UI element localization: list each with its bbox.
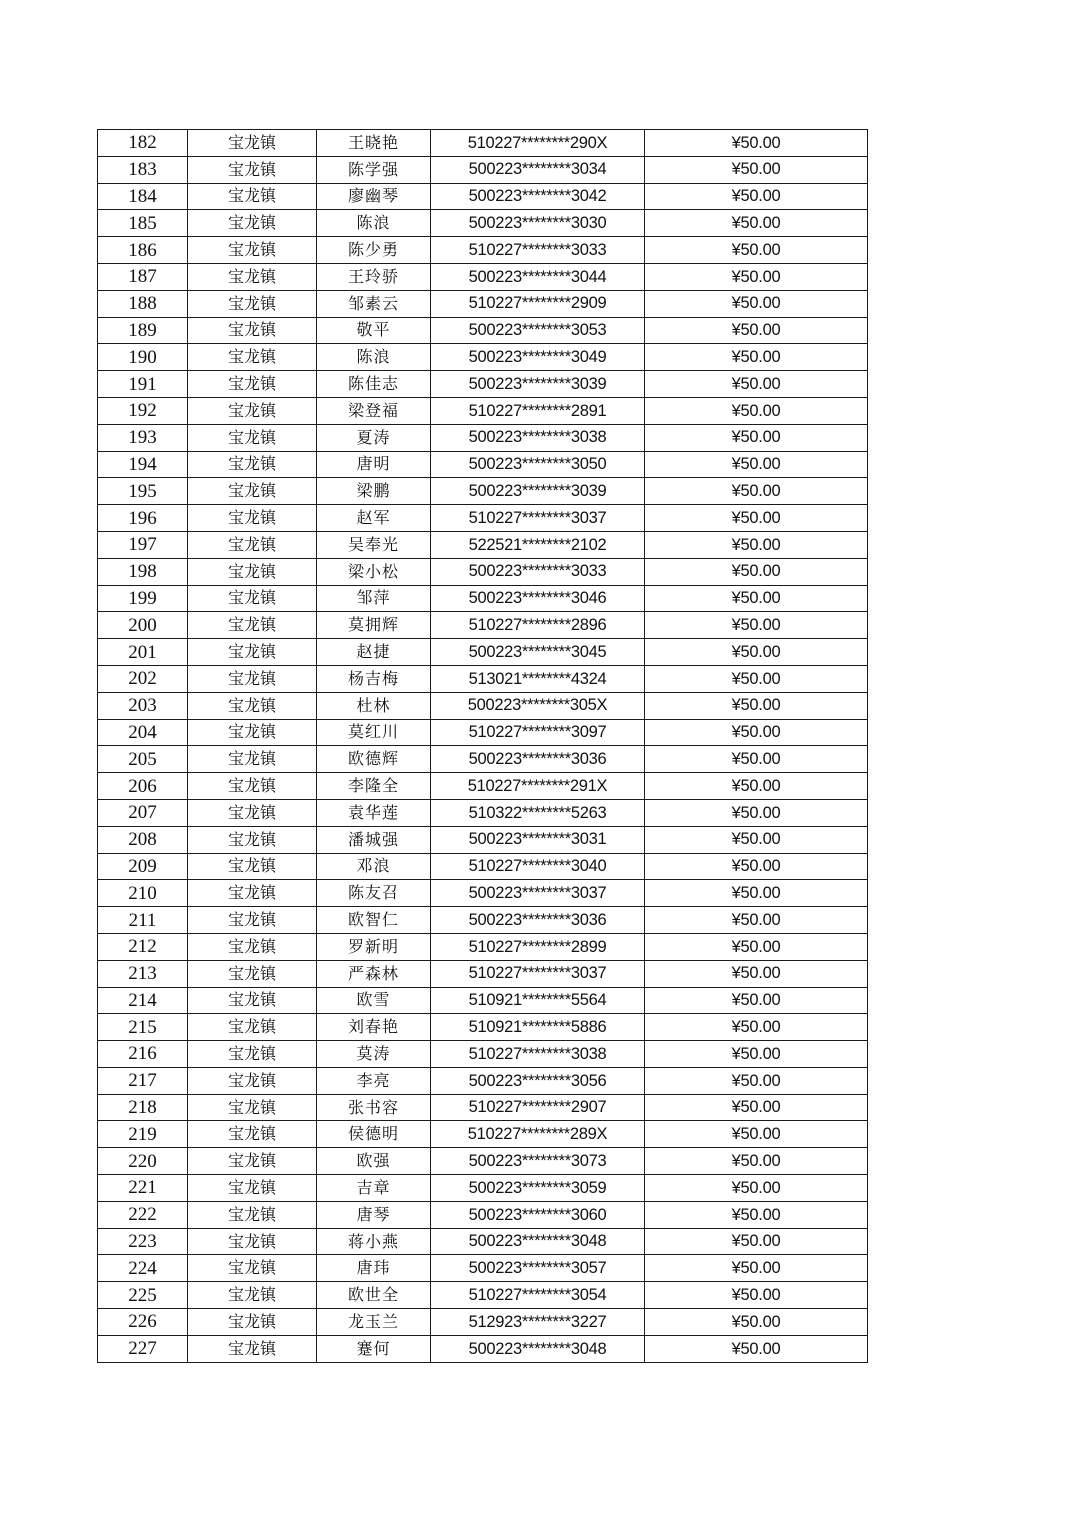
town-cell: 宝龙镇 bbox=[188, 907, 317, 934]
person-name-cell: 蹇何 bbox=[317, 1335, 431, 1362]
amount-cell: ¥50.00 bbox=[645, 505, 868, 532]
town-cell: 宝龙镇 bbox=[188, 478, 317, 505]
town-cell: 宝龙镇 bbox=[188, 1121, 317, 1148]
id-number-cell: 500223********3036 bbox=[431, 907, 645, 934]
amount-cell: ¥50.00 bbox=[645, 880, 868, 907]
row-number-cell: 205 bbox=[98, 746, 188, 773]
amount-cell: ¥50.00 bbox=[645, 183, 868, 210]
town-cell: 宝龙镇 bbox=[188, 639, 317, 666]
id-number-cell: 510227********2891 bbox=[431, 397, 645, 424]
person-name-cell: 陈少勇 bbox=[317, 237, 431, 264]
amount-cell: ¥50.00 bbox=[645, 1228, 868, 1255]
amount-cell: ¥50.00 bbox=[645, 960, 868, 987]
id-number-cell: 510227********3033 bbox=[431, 237, 645, 264]
id-number-cell: 500223********3036 bbox=[431, 746, 645, 773]
table-row bbox=[98, 585, 868, 612]
person-name-cell: 吴奉光 bbox=[317, 531, 431, 558]
table-row bbox=[98, 1175, 868, 1202]
table-row bbox=[98, 1255, 868, 1282]
person-name-cell: 严森林 bbox=[317, 960, 431, 987]
row-number-cell: 213 bbox=[98, 960, 188, 987]
amount-cell: ¥50.00 bbox=[645, 478, 868, 505]
row-number-cell: 188 bbox=[98, 290, 188, 317]
id-number-cell: 522521********2102 bbox=[431, 531, 645, 558]
row-number-cell: 221 bbox=[98, 1175, 188, 1202]
id-number-cell: 500223********3042 bbox=[431, 183, 645, 210]
person-name-cell: 陈友召 bbox=[317, 880, 431, 907]
id-number-cell: 500223********3039 bbox=[431, 371, 645, 398]
amount-cell: ¥50.00 bbox=[645, 746, 868, 773]
table-row bbox=[98, 746, 868, 773]
table-row bbox=[98, 799, 868, 826]
row-number-cell: 211 bbox=[98, 907, 188, 934]
row-number-cell: 186 bbox=[98, 237, 188, 264]
person-name-cell: 欧雪 bbox=[317, 987, 431, 1014]
town-cell: 宝龙镇 bbox=[188, 746, 317, 773]
amount-cell: ¥50.00 bbox=[645, 156, 868, 183]
town-cell: 宝龙镇 bbox=[188, 237, 317, 264]
town-cell: 宝龙镇 bbox=[188, 1014, 317, 1041]
id-number-cell: 500223********3048 bbox=[431, 1335, 645, 1362]
town-cell: 宝龙镇 bbox=[188, 505, 317, 532]
amount-cell: ¥50.00 bbox=[645, 1309, 868, 1336]
row-number-cell: 183 bbox=[98, 156, 188, 183]
amount-cell: ¥50.00 bbox=[645, 1067, 868, 1094]
table-row bbox=[98, 880, 868, 907]
id-number-cell: 510227********291X bbox=[431, 773, 645, 800]
id-number-cell: 500223********3044 bbox=[431, 263, 645, 290]
id-number-cell: 510227********3038 bbox=[431, 1041, 645, 1068]
id-number-cell: 510227********2896 bbox=[431, 612, 645, 639]
row-number-cell: 191 bbox=[98, 371, 188, 398]
town-cell: 宝龙镇 bbox=[188, 1148, 317, 1175]
id-number-cell: 510227********3037 bbox=[431, 960, 645, 987]
amount-cell: ¥50.00 bbox=[645, 639, 868, 666]
id-number-cell: 500223********3050 bbox=[431, 451, 645, 478]
table-row bbox=[98, 478, 868, 505]
person-name-cell: 邓浪 bbox=[317, 853, 431, 880]
row-number-cell: 209 bbox=[98, 853, 188, 880]
town-cell: 宝龙镇 bbox=[188, 531, 317, 558]
amount-cell: ¥50.00 bbox=[645, 987, 868, 1014]
amount-cell: ¥50.00 bbox=[645, 290, 868, 317]
town-cell: 宝龙镇 bbox=[188, 880, 317, 907]
row-number-cell: 196 bbox=[98, 505, 188, 532]
id-number-cell: 500223********3037 bbox=[431, 880, 645, 907]
id-number-cell: 510227********290X bbox=[431, 130, 645, 157]
row-number-cell: 199 bbox=[98, 585, 188, 612]
amount-cell: ¥50.00 bbox=[645, 344, 868, 371]
person-name-cell: 邹萍 bbox=[317, 585, 431, 612]
town-cell: 宝龙镇 bbox=[188, 612, 317, 639]
id-number-cell: 500223********3033 bbox=[431, 558, 645, 585]
table-row bbox=[98, 1282, 868, 1309]
town-cell: 宝龙镇 bbox=[188, 719, 317, 746]
town-cell: 宝龙镇 bbox=[188, 1067, 317, 1094]
subsidy-table bbox=[97, 129, 868, 1363]
row-number-cell: 189 bbox=[98, 317, 188, 344]
town-cell: 宝龙镇 bbox=[188, 933, 317, 960]
row-number-cell: 210 bbox=[98, 880, 188, 907]
row-number-cell: 220 bbox=[98, 1148, 188, 1175]
person-name-cell: 廖幽琴 bbox=[317, 183, 431, 210]
row-number-cell: 226 bbox=[98, 1309, 188, 1336]
id-number-cell: 512923********3227 bbox=[431, 1309, 645, 1336]
table-row bbox=[98, 156, 868, 183]
town-cell: 宝龙镇 bbox=[188, 1094, 317, 1121]
amount-cell: ¥50.00 bbox=[645, 933, 868, 960]
amount-cell: ¥50.00 bbox=[645, 558, 868, 585]
table-row bbox=[98, 987, 868, 1014]
row-number-cell: 206 bbox=[98, 773, 188, 800]
row-number-cell: 217 bbox=[98, 1067, 188, 1094]
person-name-cell: 赵军 bbox=[317, 505, 431, 532]
amount-cell: ¥50.00 bbox=[645, 1148, 868, 1175]
person-name-cell: 蒋小燕 bbox=[317, 1228, 431, 1255]
person-name-cell: 唐玮 bbox=[317, 1255, 431, 1282]
town-cell: 宝龙镇 bbox=[188, 290, 317, 317]
town-cell: 宝龙镇 bbox=[188, 1201, 317, 1228]
amount-cell: ¥50.00 bbox=[645, 1094, 868, 1121]
person-name-cell: 陈浪 bbox=[317, 344, 431, 371]
id-number-cell: 500223********3057 bbox=[431, 1255, 645, 1282]
id-number-cell: 500223********3038 bbox=[431, 424, 645, 451]
amount-cell: ¥50.00 bbox=[645, 665, 868, 692]
table-row bbox=[98, 853, 868, 880]
id-number-cell: 510227********3040 bbox=[431, 853, 645, 880]
table-row bbox=[98, 1067, 868, 1094]
town-cell: 宝龙镇 bbox=[188, 1282, 317, 1309]
row-number-cell: 207 bbox=[98, 799, 188, 826]
person-name-cell: 莫红川 bbox=[317, 719, 431, 746]
row-number-cell: 198 bbox=[98, 558, 188, 585]
person-name-cell: 敬平 bbox=[317, 317, 431, 344]
row-number-cell: 204 bbox=[98, 719, 188, 746]
id-number-cell: 510921********5886 bbox=[431, 1014, 645, 1041]
table-row bbox=[98, 505, 868, 532]
table-row bbox=[98, 960, 868, 987]
row-number-cell: 192 bbox=[98, 397, 188, 424]
person-name-cell: 罗新明 bbox=[317, 933, 431, 960]
amount-cell: ¥50.00 bbox=[645, 1041, 868, 1068]
table-row bbox=[98, 210, 868, 237]
person-name-cell: 夏涛 bbox=[317, 424, 431, 451]
person-name-cell: 杜林 bbox=[317, 692, 431, 719]
row-number-cell: 215 bbox=[98, 1014, 188, 1041]
person-name-cell: 李隆全 bbox=[317, 773, 431, 800]
amount-cell: ¥50.00 bbox=[645, 371, 868, 398]
table-row bbox=[98, 1228, 868, 1255]
id-number-cell: 500223********3059 bbox=[431, 1175, 645, 1202]
table-row bbox=[98, 1148, 868, 1175]
table-row bbox=[98, 612, 868, 639]
town-cell: 宝龙镇 bbox=[188, 210, 317, 237]
person-name-cell: 张书容 bbox=[317, 1094, 431, 1121]
table-row bbox=[98, 1309, 868, 1336]
id-number-cell: 510227********3037 bbox=[431, 505, 645, 532]
table-row bbox=[98, 1014, 868, 1041]
amount-cell: ¥50.00 bbox=[645, 210, 868, 237]
table-row bbox=[98, 290, 868, 317]
amount-cell: ¥50.00 bbox=[645, 237, 868, 264]
table-row bbox=[98, 531, 868, 558]
amount-cell: ¥50.00 bbox=[645, 317, 868, 344]
row-number-cell: 222 bbox=[98, 1201, 188, 1228]
row-number-cell: 202 bbox=[98, 665, 188, 692]
town-cell: 宝龙镇 bbox=[188, 317, 317, 344]
town-cell: 宝龙镇 bbox=[188, 183, 317, 210]
amount-cell: ¥50.00 bbox=[645, 263, 868, 290]
row-number-cell: 187 bbox=[98, 263, 188, 290]
table-row bbox=[98, 1201, 868, 1228]
person-name-cell: 赵捷 bbox=[317, 639, 431, 666]
town-cell: 宝龙镇 bbox=[188, 773, 317, 800]
amount-cell: ¥50.00 bbox=[645, 424, 868, 451]
table-row bbox=[98, 639, 868, 666]
amount-cell: ¥50.00 bbox=[645, 773, 868, 800]
town-cell: 宝龙镇 bbox=[188, 130, 317, 157]
town-cell: 宝龙镇 bbox=[188, 263, 317, 290]
person-name-cell: 欧世全 bbox=[317, 1282, 431, 1309]
row-number-cell: 184 bbox=[98, 183, 188, 210]
id-number-cell: 500223********3045 bbox=[431, 639, 645, 666]
id-number-cell: 513021********4324 bbox=[431, 665, 645, 692]
person-name-cell: 欧德辉 bbox=[317, 746, 431, 773]
amount-cell: ¥50.00 bbox=[645, 826, 868, 853]
town-cell: 宝龙镇 bbox=[188, 665, 317, 692]
amount-cell: ¥50.00 bbox=[645, 799, 868, 826]
person-name-cell: 莫涛 bbox=[317, 1041, 431, 1068]
table-row bbox=[98, 826, 868, 853]
row-number-cell: 224 bbox=[98, 1255, 188, 1282]
town-cell: 宝龙镇 bbox=[188, 1228, 317, 1255]
id-number-cell: 510227********2907 bbox=[431, 1094, 645, 1121]
row-number-cell: 197 bbox=[98, 531, 188, 558]
table-row bbox=[98, 263, 868, 290]
subsidy-table-body bbox=[98, 130, 868, 1363]
person-name-cell: 龙玉兰 bbox=[317, 1309, 431, 1336]
amount-cell: ¥50.00 bbox=[645, 451, 868, 478]
amount-cell: ¥50.00 bbox=[645, 397, 868, 424]
amount-cell: ¥50.00 bbox=[645, 130, 868, 157]
table-row bbox=[98, 773, 868, 800]
person-name-cell: 李亮 bbox=[317, 1067, 431, 1094]
person-name-cell: 邹素云 bbox=[317, 290, 431, 317]
town-cell: 宝龙镇 bbox=[188, 1309, 317, 1336]
person-name-cell: 梁登福 bbox=[317, 397, 431, 424]
amount-cell: ¥50.00 bbox=[645, 907, 868, 934]
amount-cell: ¥50.00 bbox=[645, 612, 868, 639]
row-number-cell: 218 bbox=[98, 1094, 188, 1121]
row-number-cell: 225 bbox=[98, 1282, 188, 1309]
table-row bbox=[98, 237, 868, 264]
person-name-cell: 莫拥辉 bbox=[317, 612, 431, 639]
amount-cell: ¥50.00 bbox=[645, 1201, 868, 1228]
id-number-cell: 500223********3048 bbox=[431, 1228, 645, 1255]
amount-cell: ¥50.00 bbox=[645, 1014, 868, 1041]
amount-cell: ¥50.00 bbox=[645, 1335, 868, 1362]
person-name-cell: 王玲骄 bbox=[317, 263, 431, 290]
town-cell: 宝龙镇 bbox=[188, 853, 317, 880]
id-number-cell: 500223********3056 bbox=[431, 1067, 645, 1094]
id-number-cell: 500223********3034 bbox=[431, 156, 645, 183]
person-name-cell: 陈佳志 bbox=[317, 371, 431, 398]
table-row bbox=[98, 183, 868, 210]
town-cell: 宝龙镇 bbox=[188, 799, 317, 826]
town-cell: 宝龙镇 bbox=[188, 1175, 317, 1202]
town-cell: 宝龙镇 bbox=[188, 451, 317, 478]
amount-cell: ¥50.00 bbox=[645, 585, 868, 612]
person-name-cell: 唐琴 bbox=[317, 1201, 431, 1228]
id-number-cell: 500223********305X bbox=[431, 692, 645, 719]
town-cell: 宝龙镇 bbox=[188, 1335, 317, 1362]
row-number-cell: 219 bbox=[98, 1121, 188, 1148]
row-number-cell: 216 bbox=[98, 1041, 188, 1068]
table-row bbox=[98, 1335, 868, 1362]
row-number-cell: 190 bbox=[98, 344, 188, 371]
id-number-cell: 510227********3097 bbox=[431, 719, 645, 746]
person-name-cell: 梁鹏 bbox=[317, 478, 431, 505]
table-row bbox=[98, 344, 868, 371]
table-row bbox=[98, 397, 868, 424]
row-number-cell: 223 bbox=[98, 1228, 188, 1255]
table-row bbox=[98, 317, 868, 344]
amount-cell: ¥50.00 bbox=[645, 1255, 868, 1282]
amount-cell: ¥50.00 bbox=[645, 853, 868, 880]
person-name-cell: 欧强 bbox=[317, 1148, 431, 1175]
town-cell: 宝龙镇 bbox=[188, 987, 317, 1014]
id-number-cell: 510921********5564 bbox=[431, 987, 645, 1014]
person-name-cell: 陈浪 bbox=[317, 210, 431, 237]
table-row bbox=[98, 1094, 868, 1121]
table-row bbox=[98, 1121, 868, 1148]
row-number-cell: 182 bbox=[98, 130, 188, 157]
person-name-cell: 刘春艳 bbox=[317, 1014, 431, 1041]
id-number-cell: 500223********3046 bbox=[431, 585, 645, 612]
id-number-cell: 500223********3060 bbox=[431, 1201, 645, 1228]
table-row bbox=[98, 665, 868, 692]
town-cell: 宝龙镇 bbox=[188, 344, 317, 371]
town-cell: 宝龙镇 bbox=[188, 585, 317, 612]
id-number-cell: 510227********3054 bbox=[431, 1282, 645, 1309]
town-cell: 宝龙镇 bbox=[188, 397, 317, 424]
id-number-cell: 500223********3039 bbox=[431, 478, 645, 505]
table-row bbox=[98, 451, 868, 478]
row-number-cell: 194 bbox=[98, 451, 188, 478]
person-name-cell: 侯德明 bbox=[317, 1121, 431, 1148]
row-number-cell: 227 bbox=[98, 1335, 188, 1362]
table-row bbox=[98, 1041, 868, 1068]
town-cell: 宝龙镇 bbox=[188, 826, 317, 853]
row-number-cell: 193 bbox=[98, 424, 188, 451]
row-number-cell: 203 bbox=[98, 692, 188, 719]
person-name-cell: 吉章 bbox=[317, 1175, 431, 1202]
id-number-cell: 510227********2899 bbox=[431, 933, 645, 960]
person-name-cell: 潘城强 bbox=[317, 826, 431, 853]
row-number-cell: 195 bbox=[98, 478, 188, 505]
person-name-cell: 王晓艳 bbox=[317, 130, 431, 157]
table-row bbox=[98, 719, 868, 746]
id-number-cell: 510322********5263 bbox=[431, 799, 645, 826]
town-cell: 宝龙镇 bbox=[188, 371, 317, 398]
row-number-cell: 214 bbox=[98, 987, 188, 1014]
id-number-cell: 510227********289X bbox=[431, 1121, 645, 1148]
id-number-cell: 500223********3073 bbox=[431, 1148, 645, 1175]
table-row bbox=[98, 130, 868, 157]
id-number-cell: 500223********3053 bbox=[431, 317, 645, 344]
town-cell: 宝龙镇 bbox=[188, 156, 317, 183]
id-number-cell: 510227********2909 bbox=[431, 290, 645, 317]
id-number-cell: 500223********3031 bbox=[431, 826, 645, 853]
table-row bbox=[98, 692, 868, 719]
amount-cell: ¥50.00 bbox=[645, 531, 868, 558]
id-number-cell: 500223********3049 bbox=[431, 344, 645, 371]
person-name-cell: 袁华莲 bbox=[317, 799, 431, 826]
table-row bbox=[98, 424, 868, 451]
amount-cell: ¥50.00 bbox=[645, 1282, 868, 1309]
row-number-cell: 200 bbox=[98, 612, 188, 639]
amount-cell: ¥50.00 bbox=[645, 719, 868, 746]
table-row bbox=[98, 907, 868, 934]
town-cell: 宝龙镇 bbox=[188, 692, 317, 719]
table-row bbox=[98, 558, 868, 585]
row-number-cell: 201 bbox=[98, 639, 188, 666]
person-name-cell: 梁小松 bbox=[317, 558, 431, 585]
id-number-cell: 500223********3030 bbox=[431, 210, 645, 237]
amount-cell: ¥50.00 bbox=[645, 1175, 868, 1202]
table-row bbox=[98, 371, 868, 398]
town-cell: 宝龙镇 bbox=[188, 960, 317, 987]
town-cell: 宝龙镇 bbox=[188, 424, 317, 451]
person-name-cell: 杨吉梅 bbox=[317, 665, 431, 692]
town-cell: 宝龙镇 bbox=[188, 558, 317, 585]
town-cell: 宝龙镇 bbox=[188, 1255, 317, 1282]
town-cell: 宝龙镇 bbox=[188, 1041, 317, 1068]
row-number-cell: 185 bbox=[98, 210, 188, 237]
amount-cell: ¥50.00 bbox=[645, 1121, 868, 1148]
amount-cell: ¥50.00 bbox=[645, 692, 868, 719]
row-number-cell: 208 bbox=[98, 826, 188, 853]
person-name-cell: 欧智仁 bbox=[317, 907, 431, 934]
table-row bbox=[98, 933, 868, 960]
person-name-cell: 陈学强 bbox=[317, 156, 431, 183]
row-number-cell: 212 bbox=[98, 933, 188, 960]
person-name-cell: 唐明 bbox=[317, 451, 431, 478]
